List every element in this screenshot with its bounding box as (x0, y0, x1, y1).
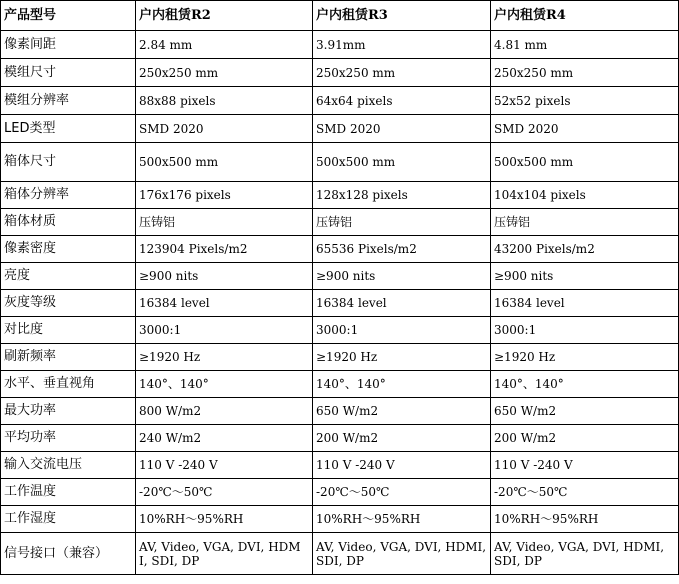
cell-r2: ≥1920 Hz (136, 344, 313, 371)
header-cell-r4: 户内租赁R4 (491, 1, 679, 31)
row-label: 对比度 (1, 317, 136, 344)
table-row (1, 452, 679, 479)
table-row (1, 425, 679, 452)
cell-r2: 176x176 pixels (136, 182, 313, 209)
cell-r4: SMD 2020 (491, 115, 679, 143)
row-label: 箱体分辨率 (1, 182, 136, 209)
row-label: 模组尺寸 (1, 59, 136, 87)
table-row (1, 398, 679, 425)
cell-r3: 16384 level (313, 290, 491, 317)
table-row (1, 31, 679, 59)
cell-r2: 140°、140° (136, 371, 313, 398)
row-label: 信号接口（兼容） (1, 533, 136, 575)
row-label: LED类型 (1, 115, 136, 143)
cell-r4: 110 V -240 V (491, 452, 679, 479)
cell-r4: 52x52 pixels (491, 87, 679, 115)
table-row (1, 209, 679, 236)
header-row (1, 1, 679, 31)
cell-r2: 88x88 pixels (136, 87, 313, 115)
cell-r3: 128x128 pixels (313, 182, 491, 209)
cell-r3: ≥900 nits (313, 263, 491, 290)
cell-r3: ≥1920 Hz (313, 344, 491, 371)
cell-r3: 200 W/m2 (313, 425, 491, 452)
cell-r4: ≥1920 Hz (491, 344, 679, 371)
cell-r2: ≥900 nits (136, 263, 313, 290)
cell-r2: -20℃～50℃ (136, 479, 313, 506)
cell-r4: 650 W/m2 (491, 398, 679, 425)
header-cell-r3: 户内租赁R3 (313, 1, 491, 31)
cell-r4: 200 W/m2 (491, 425, 679, 452)
table-row (1, 236, 679, 263)
row-label: 亮度 (1, 263, 136, 290)
table-row (1, 479, 679, 506)
row-label: 像素密度 (1, 236, 136, 263)
cell-r2: 3000:1 (136, 317, 313, 344)
cell-r4: 4.81 mm (491, 31, 679, 59)
cell-r4: 10%RH～95%RH (491, 506, 679, 533)
cell-r2: AV, Video, VGA, DVI, HDMI, SDI, DP (136, 533, 313, 575)
cell-r3: 110 V -240 V (313, 452, 491, 479)
header-cell-model: 产品型号 (1, 1, 136, 31)
cell-r4: 500x500 mm (491, 143, 679, 182)
cell-r3: SMD 2020 (313, 115, 491, 143)
cell-r3: -20℃～50℃ (313, 479, 491, 506)
table-row (1, 344, 679, 371)
cell-r3: 压铸铝 (313, 209, 491, 236)
cell-r4: -20℃～50℃ (491, 479, 679, 506)
cell-r4: 43200 Pixels/m2 (491, 236, 679, 263)
row-label: 像素间距 (1, 31, 136, 59)
row-label: 水平、垂直视角 (1, 371, 136, 398)
row-label: 箱体尺寸 (1, 143, 136, 182)
cell-r2: 123904 Pixels/m2 (136, 236, 313, 263)
cell-r4: 压铸铝 (491, 209, 679, 236)
row-label: 模组分辨率 (1, 87, 136, 115)
cell-r3: 500x500 mm (313, 143, 491, 182)
cell-r4: 140°、140° (491, 371, 679, 398)
cell-r2: 2.84 mm (136, 31, 313, 59)
table-row (1, 87, 679, 115)
cell-r3: 650 W/m2 (313, 398, 491, 425)
cell-r2: 800 W/m2 (136, 398, 313, 425)
cell-r4: 16384 level (491, 290, 679, 317)
table-row (1, 371, 679, 398)
table-row (1, 115, 679, 143)
cell-r3: 10%RH～95%RH (313, 506, 491, 533)
cell-r3: 250x250 mm (313, 59, 491, 87)
cell-r4: AV, Video, VGA, DVI, HDMI, SDI, DP (491, 533, 679, 575)
table-row (1, 263, 679, 290)
header-cell-r2: 户内租赁R2 (136, 1, 313, 31)
cell-r2: 500x500 mm (136, 143, 313, 182)
cell-r3: 3.91mm (313, 31, 491, 59)
cell-r3: 140°、140° (313, 371, 491, 398)
cell-r2: 压铸铝 (136, 209, 313, 236)
table-row (1, 506, 679, 533)
cell-r2: 240 W/m2 (136, 425, 313, 452)
cell-r4: 104x104 pixels (491, 182, 679, 209)
row-label: 刷新频率 (1, 344, 136, 371)
table-row (1, 182, 679, 209)
cell-r4: ≥900 nits (491, 263, 679, 290)
cell-r2: SMD 2020 (136, 115, 313, 143)
row-label: 箱体材质 (1, 209, 136, 236)
cell-r2: 10%RH～95%RH (136, 506, 313, 533)
row-label: 输入交流电压 (1, 452, 136, 479)
row-label: 灰度等级 (1, 290, 136, 317)
cell-r3: 64x64 pixels (313, 87, 491, 115)
cell-r3: AV, Video, VGA, DVI, HDMI, SDI, DP (313, 533, 491, 575)
row-label: 平均功率 (1, 425, 136, 452)
cell-r3: 3000:1 (313, 317, 491, 344)
table-row (1, 317, 679, 344)
table-row (1, 143, 679, 182)
row-label: 工作温度 (1, 479, 136, 506)
table-row (1, 59, 679, 87)
cell-r4: 3000:1 (491, 317, 679, 344)
row-label: 工作湿度 (1, 506, 136, 533)
cell-r2: 250x250 mm (136, 59, 313, 87)
row-label: 最大功率 (1, 398, 136, 425)
table-row (1, 533, 679, 575)
cell-r3: 65536 Pixels/m2 (313, 236, 491, 263)
cell-r2: 16384 level (136, 290, 313, 317)
cell-r4: 250x250 mm (491, 59, 679, 87)
cell-r2: 110 V -240 V (136, 452, 313, 479)
table-row (1, 290, 679, 317)
